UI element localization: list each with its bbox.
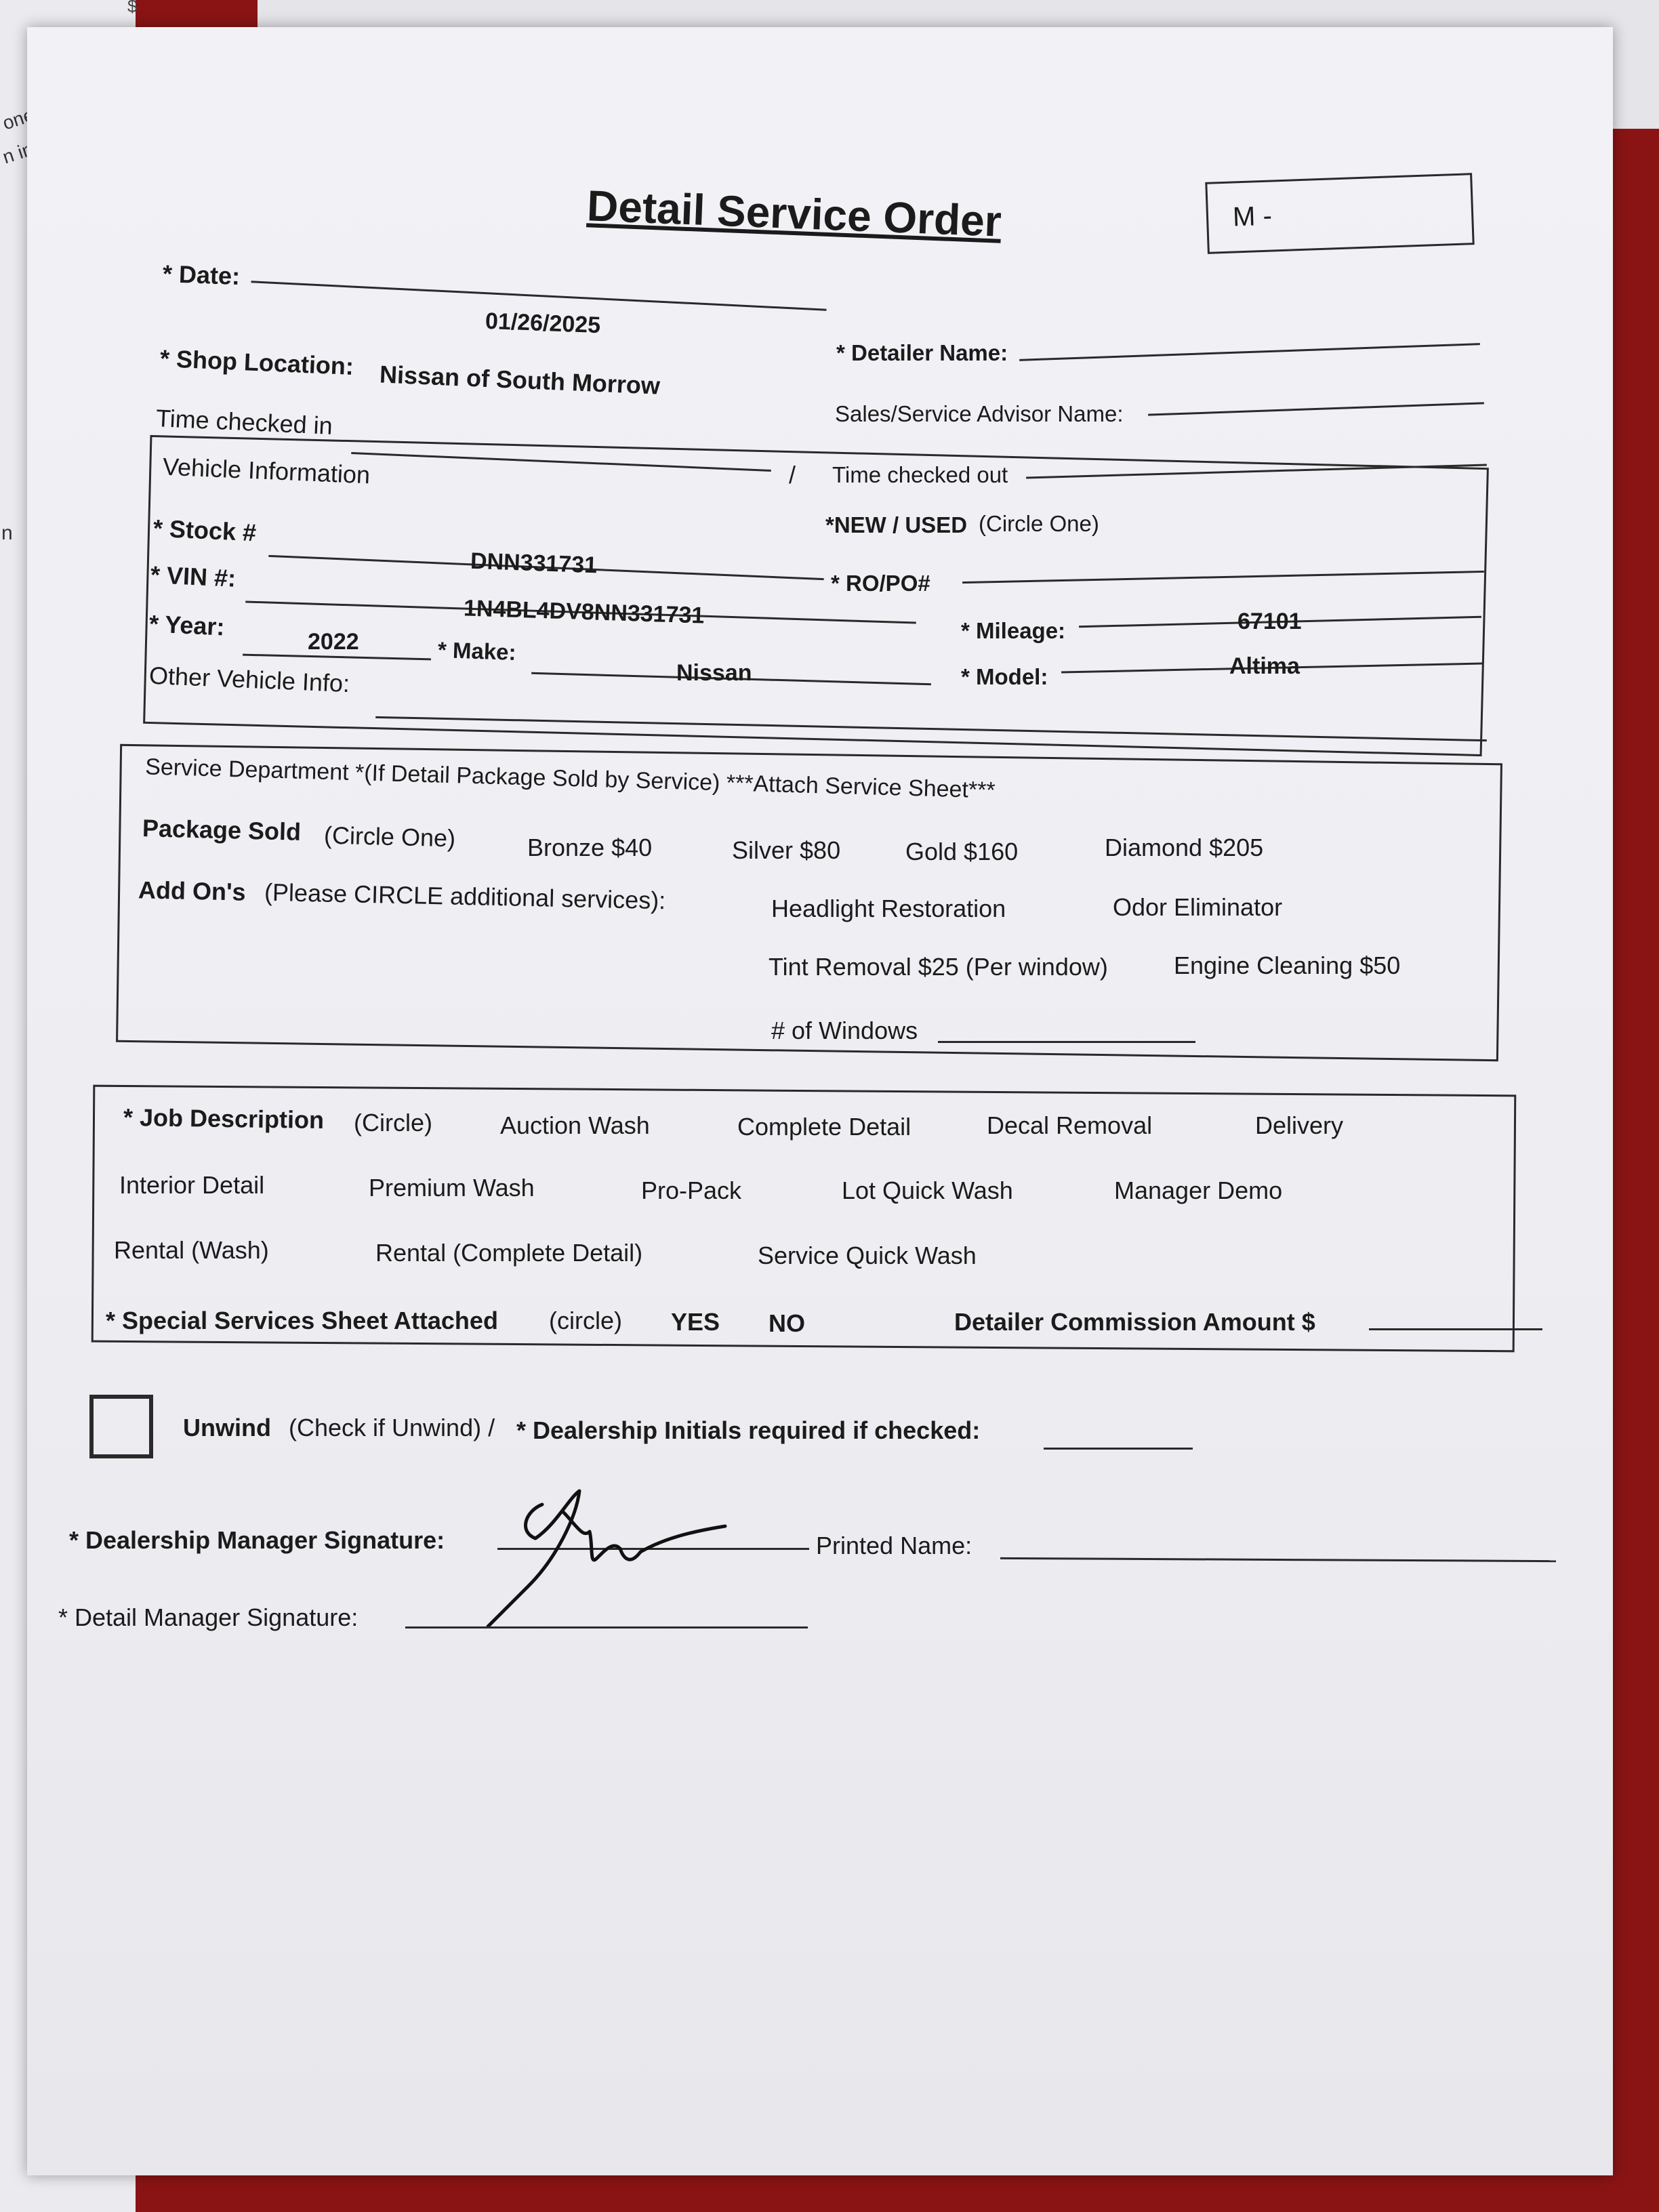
special-services-no[interactable]: NO bbox=[769, 1309, 805, 1337]
special-services-yes[interactable]: YES bbox=[671, 1308, 720, 1336]
edge-scrap-text-2: n bbox=[0, 144, 17, 168]
model-label: * Model: bbox=[961, 664, 1048, 689]
package-sold-label: Package Sold bbox=[142, 814, 302, 846]
service-order-sheet bbox=[27, 27, 1613, 2175]
service-department-title: Service Department *(If Detail Package Sold by Service) ***Attach Service Sheet*** bbox=[144, 754, 996, 804]
unwind-hint: (Check if Unwind) / bbox=[289, 1414, 495, 1441]
vin-label: * VIN #: bbox=[150, 560, 237, 592]
addon-odor-eliminator[interactable]: Odor Eliminator bbox=[1113, 893, 1283, 921]
package-gold[interactable]: Gold $160 bbox=[905, 838, 1019, 865]
shop-location-value: Nissan of South Morrow bbox=[379, 360, 661, 400]
package-diamond[interactable]: Diamond $205 bbox=[1105, 834, 1264, 861]
detail-manager-signature-label: * Detail Manager Signature: bbox=[58, 1603, 359, 1631]
add-ons-label: Add On's bbox=[138, 876, 246, 906]
m-number-label: M - bbox=[1232, 201, 1273, 232]
job-rental-complete-detail[interactable]: Rental (Complete Detail) bbox=[375, 1239, 643, 1267]
job-complete-detail[interactable]: Complete Detail bbox=[737, 1113, 912, 1141]
commission-label: Detailer Commission Amount $ bbox=[954, 1308, 1315, 1336]
package-bronze[interactable]: Bronze $40 bbox=[527, 834, 653, 861]
vehicle-info-title: Vehicle Information bbox=[162, 452, 371, 489]
package-sold-hint: (Circle One) bbox=[323, 821, 456, 853]
make-label: * Make: bbox=[437, 636, 517, 665]
detailer-name-field[interactable] bbox=[1019, 343, 1480, 361]
model-value: Altima bbox=[1229, 653, 1300, 679]
printed-name-label: Printed Name: bbox=[816, 1532, 972, 1559]
make-value: Nissan bbox=[676, 660, 752, 686]
job-pro-pack[interactable]: Pro-Pack bbox=[641, 1176, 742, 1204]
ro-po-label: * RO/PO# bbox=[831, 571, 930, 596]
detailer-name-label: * Detailer Name: bbox=[836, 340, 1008, 365]
edge-scrap-dollar: $ bbox=[127, 0, 138, 16]
addon-tint-removal[interactable]: Tint Removal $25 (Per window) bbox=[769, 953, 1108, 981]
new-used-hint: (Circle One) bbox=[979, 511, 1099, 536]
form-title: Detail Service Order bbox=[586, 181, 1003, 246]
windows-count-field[interactable] bbox=[938, 1041, 1195, 1043]
advisor-name-field[interactable] bbox=[1148, 402, 1484, 415]
year-value: 2022 bbox=[308, 629, 359, 655]
unwind-checkbox[interactable] bbox=[89, 1395, 153, 1458]
date-value: 01/26/2025 bbox=[485, 308, 601, 339]
job-auction-wash[interactable]: Auction Wash bbox=[500, 1111, 650, 1139]
commission-field[interactable] bbox=[1369, 1328, 1542, 1330]
special-services-hint: (circle) bbox=[549, 1307, 622, 1334]
special-services-label: * Special Services Sheet Attached bbox=[106, 1307, 498, 1334]
advisor-name-label: Sales/Service Advisor Name: bbox=[835, 401, 1124, 426]
edge-scrap-letter: n bbox=[1, 522, 13, 544]
unwind-label: Unwind bbox=[183, 1414, 271, 1441]
date-field[interactable] bbox=[251, 281, 826, 311]
vin-value: 1N4BL4DV8NN331731 bbox=[463, 595, 705, 629]
dealership-manager-signature-label: * Dealership Manager Signature: bbox=[69, 1526, 445, 1554]
time-in-label: Time checked in bbox=[155, 404, 333, 440]
job-interior-detail[interactable]: Interior Detail bbox=[119, 1171, 265, 1199]
mileage-value: 67101 bbox=[1237, 609, 1302, 634]
date-label: * Date: bbox=[162, 260, 241, 290]
job-description-hint: (Circle) bbox=[354, 1109, 432, 1136]
dealership-initials-label: * Dealership Initials required if checked: bbox=[516, 1416, 981, 1444]
m-number-box bbox=[1205, 173, 1474, 254]
dealership-initials-field[interactable] bbox=[1044, 1448, 1193, 1450]
shop-location-label: * Shop Location: bbox=[159, 344, 354, 380]
stock-label: * Stock # bbox=[152, 514, 257, 547]
edge-scrap-text-1: one bbox=[0, 104, 37, 134]
detail-manager-signature-field[interactable] bbox=[405, 1626, 808, 1629]
add-ons-hint: (Please CIRCLE additional services): bbox=[264, 878, 666, 915]
year-label: * Year: bbox=[148, 609, 226, 641]
job-delivery[interactable]: Delivery bbox=[1255, 1111, 1344, 1139]
package-silver[interactable]: Silver $80 bbox=[732, 836, 841, 864]
manager-signature-scribble bbox=[461, 1484, 773, 1633]
windows-count-label: # of Windows bbox=[771, 1017, 918, 1044]
time-out-label: Time checked out bbox=[832, 462, 1008, 487]
job-premium-wash[interactable]: Premium Wash bbox=[369, 1174, 535, 1202]
job-description-label: * Job Description bbox=[123, 1103, 325, 1134]
job-manager-demo[interactable]: Manager Demo bbox=[1114, 1176, 1283, 1204]
job-decal-removal[interactable]: Decal Removal bbox=[987, 1111, 1153, 1139]
printed-name-field[interactable] bbox=[1000, 1557, 1556, 1562]
stock-value: DNN331731 bbox=[470, 548, 598, 579]
addon-headlight-restoration[interactable]: Headlight Restoration bbox=[771, 895, 1006, 922]
new-used-label: *NEW / USED bbox=[825, 512, 968, 537]
job-lot-quick-wash[interactable]: Lot Quick Wash bbox=[842, 1176, 1013, 1204]
job-service-quick-wash[interactable]: Service Quick Wash bbox=[758, 1242, 977, 1269]
job-rental-wash[interactable]: Rental (Wash) bbox=[114, 1236, 269, 1264]
other-vehicle-info-label: Other Vehicle Info: bbox=[148, 661, 350, 698]
addon-engine-cleaning[interactable]: Engine Cleaning $50 bbox=[1174, 951, 1401, 979]
time-separator: / bbox=[789, 461, 796, 489]
mileage-label: * Mileage: bbox=[961, 618, 1066, 643]
